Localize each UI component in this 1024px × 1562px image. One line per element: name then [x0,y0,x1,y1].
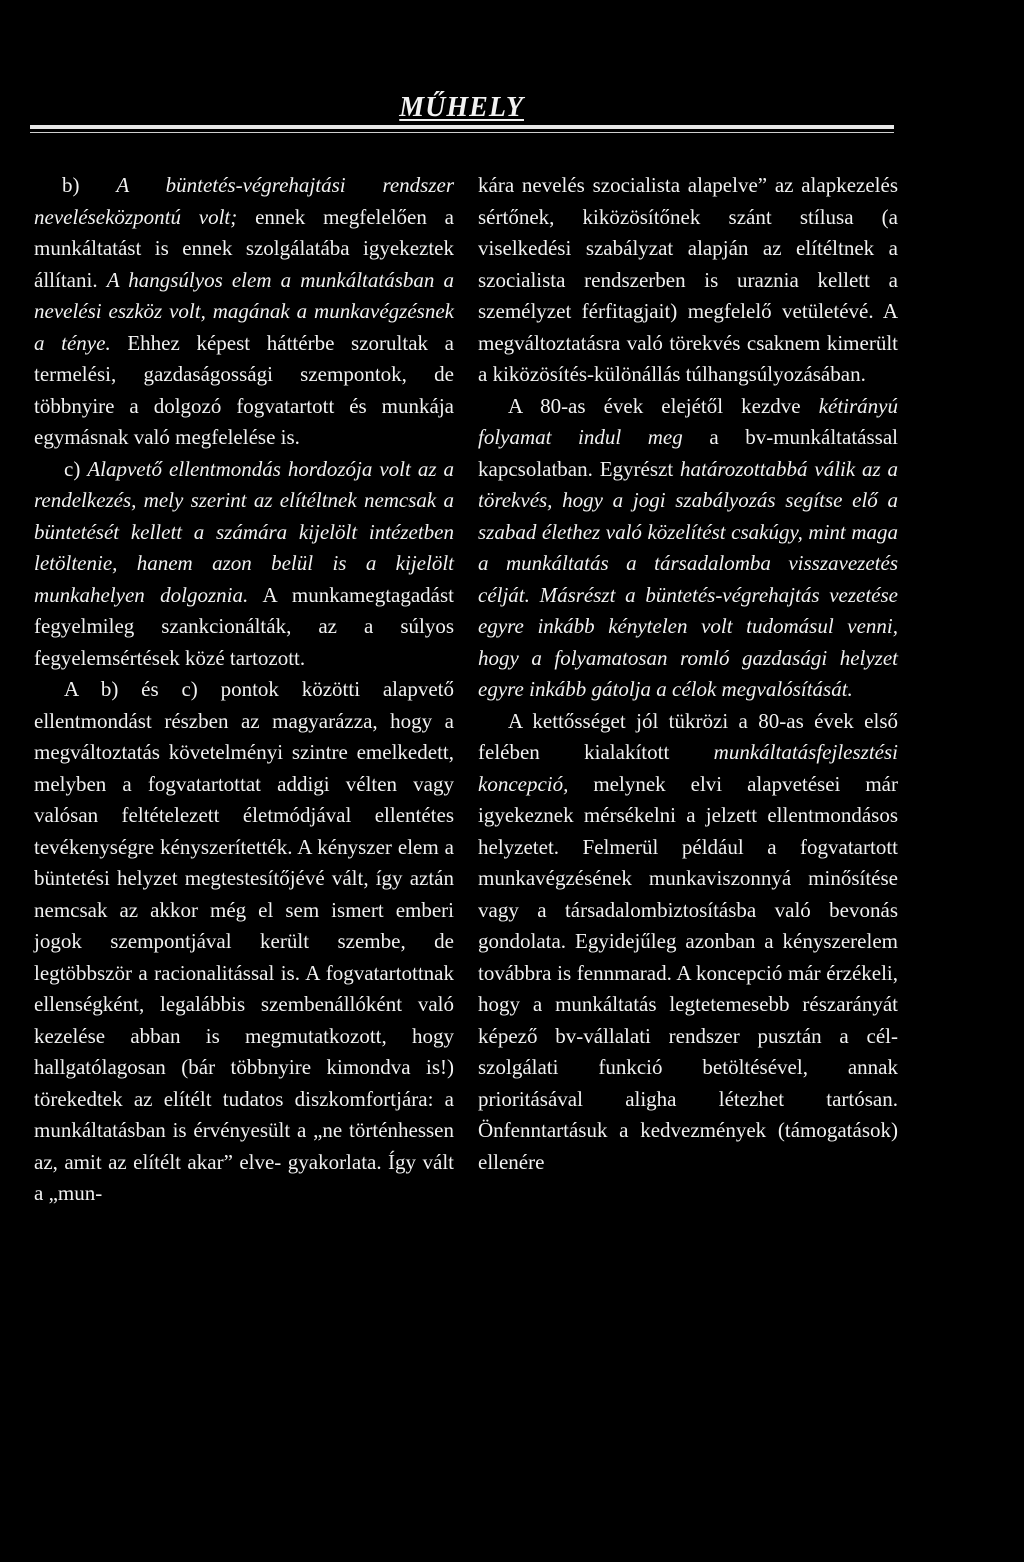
paragraph-continued [478,170,898,391]
text-run: a bv-munkáltatással kapcsolatban. Egyrészt [478,425,898,481]
paragraph-bc-contradiction [34,674,454,1210]
text-run: ennek megfelelően a munkáltatást is ennek szolgálatába igyekeztek állítani. [34,204,455,292]
paragraph-c [34,454,454,675]
text-run: A b) és c) pontok közötti alapvető ellentmondást részben az magyarázza, hogy a megváltoztatás követelményi szintre emelkedett, melyben a fogvatartottat addigi vélten vagy valósan feltételezett életmódjával ellentétes tevékenységre kényszerítették. A kényszer elem a büntetési helyzet megtestesítőjévé vált, így aztán nemcsak az akkor még el sem ismert emberi jogok szempontjával került szembe, de legtöbbször a racionalitással is. A fogvatartottnak ellenségként, legalábbis szembenállóként való kezelése abban is megmutatkozott, hogy hallgatólagosan (bár többnyire kimondva is!) törekedtek az elítélt tudatos diszkomfortjára: a munkáltatásban is érvényesült a „ne történhessen az, amit az elítélt akar” elve- gyakorlata. Így vált a „mun- [34,677,454,1205]
text-run: A kettősséget jól tükrözi a 80-as évek első felében kialakított [478,708,898,764]
section-title: MŰHELY [399,92,524,123]
paragraph-duality [478,706,898,1179]
text-run: A munkamegtagadást fegyelmileg szankcionálták, az a súlyos fegyelemsértések közé tartozott. [34,582,454,670]
right-column [478,170,898,1178]
page-header [30,90,894,140]
left-column [34,170,454,1210]
italic-text-run: A hangsúlyos elem a munkáltatásban a nevelési eszköz volt, magának a munkavégzésnek a ténye. [34,267,454,355]
italic-text-run: A büntetés-végrehajtási rendszer neveléseközpontú volt; [34,173,454,229]
text-run: c) [64,456,88,481]
header-rule-thin [30,132,894,133]
italic-text-run: Alapvető ellentmondás hordozója volt az a rendelkezés, mely szerint az elítéltnek nemcsak a büntetését kellett a számára kijelölt intézetben letöltenie, hanem azon belül is a kijelölt munkahelyen dolgoznia. [34,456,454,607]
header-rule-thick [30,125,894,129]
italic-text-run: határozottabbá válik az a törekvés, hogy a jogi szabályozás segítse elő a szabad élethez való közelítést csakúgy, mint maga a munkáltatás a társadalomba visszavezetés célját. Másrészt a büntetés-végrehajtás vezetése egyre inkább kénytelen volt tudomásul venni, hogy a folyamatosan romló gazdasági helyzet egyre inkább gátolja a célok megvalósítását. [478,456,898,701]
text-run: b) [62,173,117,197]
italic-text-run: munkáltatásfejlesztési koncepció, [478,740,898,796]
italic-text-run: kétirányú folyamat indul meg [478,393,898,449]
text-run: melynek elvi alapvetései már igyekeznek mérsékelni a jelzett ellentmondásos helyzetet. Felmerül például a fogvatartott munkavégzésének munkaviszonnyá minősítése vagy a társadalombiztosításba való bevonás gondolata. Egyidejűleg azonban a kényszerelem továbbra is fennmarad. A koncepció már érzékeli, hogy a munkáltatás legtetemesebb részarányát képező bv-vállalati rendszer pusztán a cél-szolgálati funkció betöltésével, annak prioritásával aligha létezhet tartósan. Önfenntartásuk a kedvezmények (támogatások) ellenére [478,771,898,1174]
paragraph-b [34,170,454,454]
paragraph-80s-process [478,391,898,706]
text-run: Ehhez képest háttérbe szorultak a termelési, gazdaságossági szempontok, de többnyire a dolgozó fogvatartott és munkája egymásnak való megfelelése is. [34,330,454,449]
text-run: kára nevelés szocialista alapelve” az alapkezelés sértőnek, kiközösítőnek szánt stílusa (a viselkedési szabályzat alapján az elítéltnek a szocialista rendszerben is uraznia kellett a személyzet férfitagjait) megfelelő vetületévé. A megváltoztatásra való törekvés csaknem kimerült a kiközösítés-különállás túlhangsúlyozásában. [478,173,898,386]
text-run: A 80-as évek elejétől kezdve [508,393,819,418]
